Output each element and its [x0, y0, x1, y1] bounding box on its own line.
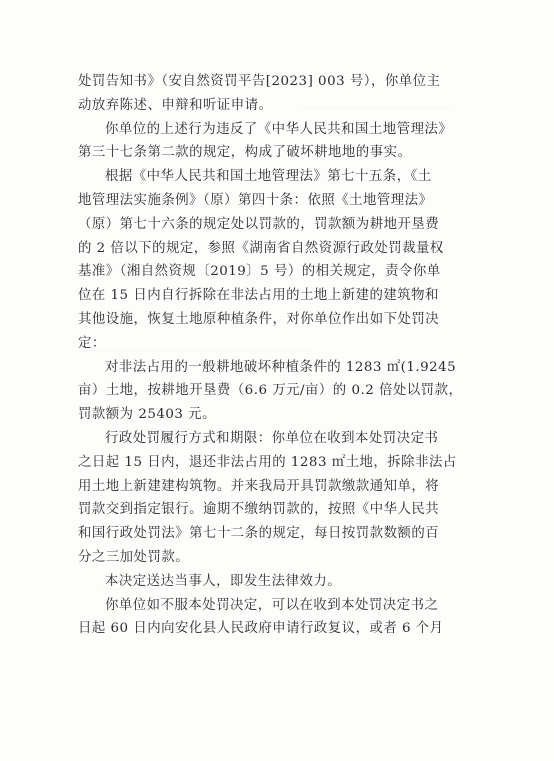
text-line: 其他设施，恢复土地原种植条件，对你单位作出如下处罚决 [78, 311, 440, 327]
text-line: 罚款额为 25403 元。 [78, 407, 216, 423]
paragraph-start-line: 行政处罚履行方式和期限：你单位在收到本处罚决定书 [105, 430, 439, 446]
paragraph-start-line: 你单位的上述行为违反了《中华人民共和国土地管理法》 [105, 121, 453, 137]
text-line: 的 2 倍以下的规定，参照《湖南省自然资源行政处罚裁量权 [78, 240, 444, 256]
text-line: 处罚告知书》（安自然资罚平告[2023] 003 号），你单位主 [78, 74, 441, 89]
paragraph-start-line: 对非法占用的一般耕地破坏种植条件的 1283 ㎡(1.9245 [105, 359, 457, 375]
document-body [78, 70, 478, 641]
text-line: 用土地上新建建构筑物。并来我局开具罚款缴款通知单，将 [78, 478, 440, 494]
text-line: 基准》（湘自然资规〔2019〕5 号）的相关规定，责令你单 [78, 264, 441, 280]
text-line: 定： [78, 335, 106, 351]
text-line: 动放弃陈述、申辩和听证申请。 [78, 97, 273, 113]
text-line: 罚款交到指定银行。逾期不缴纳罚款的，按照《中华人民共 [78, 502, 440, 518]
paragraph-start-line: 本决定送达当事人，即发生法律效力。 [105, 573, 342, 589]
text-line: 日起 60 日内向安化县人民政府申请行政复议，或者 6 个月 [78, 621, 444, 637]
text-line: 第三十七条第二款的规定，构成了破坏耕地地的事实。 [78, 145, 412, 161]
paragraph-start-line: 根据《中华人民共和国土地管理法》第七十五条，《土 [105, 169, 432, 185]
text-line: 分之三加处罚款。 [78, 549, 190, 565]
text-line: 地管理法实施条例》（原）第四十条：依照《土地管理法》 [78, 192, 433, 208]
text-line: （原）第七十六条的规定处以罚款的，罚款额为耕地开垦费 [78, 216, 440, 232]
paragraph-start-line: 你单位如不服本处罚决定，可以在收到本处罚决定书之 [105, 597, 439, 613]
text-line: 和国行政处罚法》第七十二条的规定，每日按罚款数额的百 [78, 526, 440, 542]
text-line: 亩）土地，按耕地开垦费（6.6 万元/亩）的 0.2 倍处以罚款， [78, 383, 463, 399]
text-line: 之日起 15 日内，退还非法占用的 1283 ㎡土地，拆除非法占 [78, 454, 457, 470]
text-line: 位在 15 日内自行拆除在非法占用的土地上新建的建筑物和 [78, 288, 439, 304]
